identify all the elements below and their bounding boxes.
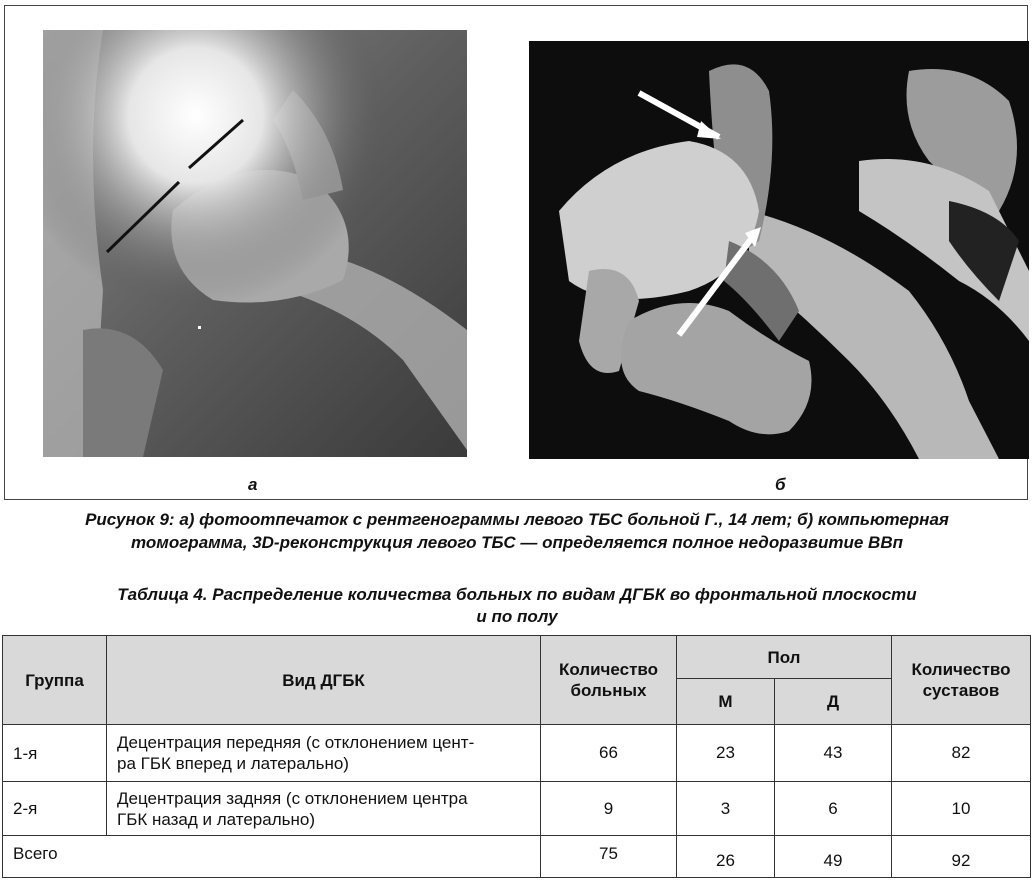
figure-caption-line: томограмма, 3D-реконструкция левого ТБС — определяется полное недоразвитие ВВп bbox=[131, 533, 903, 552]
cell-male: 3 bbox=[677, 782, 775, 836]
cell-type bbox=[107, 782, 541, 836]
header-sex: Пол bbox=[677, 636, 892, 679]
cell-total-male: 26 bbox=[677, 836, 775, 878]
cell-type-line: ГБК назад и латерально) bbox=[117, 809, 315, 829]
header-patients: Количество больных bbox=[541, 636, 677, 725]
cell-female: 43 bbox=[775, 725, 892, 782]
table-title bbox=[0, 584, 1034, 628]
ct-reconstruction-image bbox=[529, 41, 1029, 459]
cell-patients: 9 bbox=[541, 782, 677, 836]
table-row bbox=[3, 782, 1031, 836]
table-row bbox=[3, 725, 1031, 782]
cell-patients: 66 bbox=[541, 725, 677, 782]
cell-female: 6 bbox=[775, 782, 892, 836]
cell-group: 1-я bbox=[3, 725, 107, 782]
header-female: Д bbox=[775, 679, 892, 725]
cell-joints: 10 bbox=[892, 782, 1031, 836]
cell-total-joints: 92 bbox=[892, 836, 1031, 878]
cell-total-label: Всего bbox=[3, 836, 541, 878]
radiograph-image bbox=[43, 30, 467, 457]
cell-total-female: 49 bbox=[775, 836, 892, 878]
header-type: Вид ДГБК bbox=[107, 636, 541, 725]
cell-type-line: Децентрация передняя (с отклонением цент- bbox=[117, 733, 475, 752]
data-table bbox=[2, 635, 1031, 878]
panel-b-label: б bbox=[775, 475, 786, 494]
cell-group: 2-я bbox=[3, 782, 107, 836]
header-joints: Количество суставов bbox=[892, 636, 1031, 725]
cell-type-line: Децентрация задняя (с отклонением центра bbox=[117, 788, 468, 808]
cell-male: 23 bbox=[677, 725, 775, 782]
header-group: Группа bbox=[3, 636, 107, 725]
cell-type-line: ра ГБК вперед и латерально) bbox=[117, 754, 349, 773]
table-total-row bbox=[3, 836, 1031, 878]
cell-total-patients: 75 bbox=[541, 836, 677, 878]
cell-type bbox=[107, 725, 541, 782]
figure-caption bbox=[0, 508, 1034, 554]
table-title-line: и по полу bbox=[476, 607, 558, 626]
figure-caption-line: Рисунок 9: а) фотоотпечаток с рентгенограммы левого ТБС больной Г., 14 лет; б) компьютерная bbox=[85, 510, 949, 529]
header-male: М bbox=[677, 679, 775, 725]
figure-frame bbox=[4, 5, 1028, 500]
table-header-row bbox=[3, 636, 1031, 679]
table-title-line: Таблица 4. Распределение количества больных по видам ДГБК во фронтальной плоскости bbox=[117, 585, 917, 604]
panel-a-label: а bbox=[248, 475, 258, 494]
cell-joints: 82 bbox=[892, 725, 1031, 782]
